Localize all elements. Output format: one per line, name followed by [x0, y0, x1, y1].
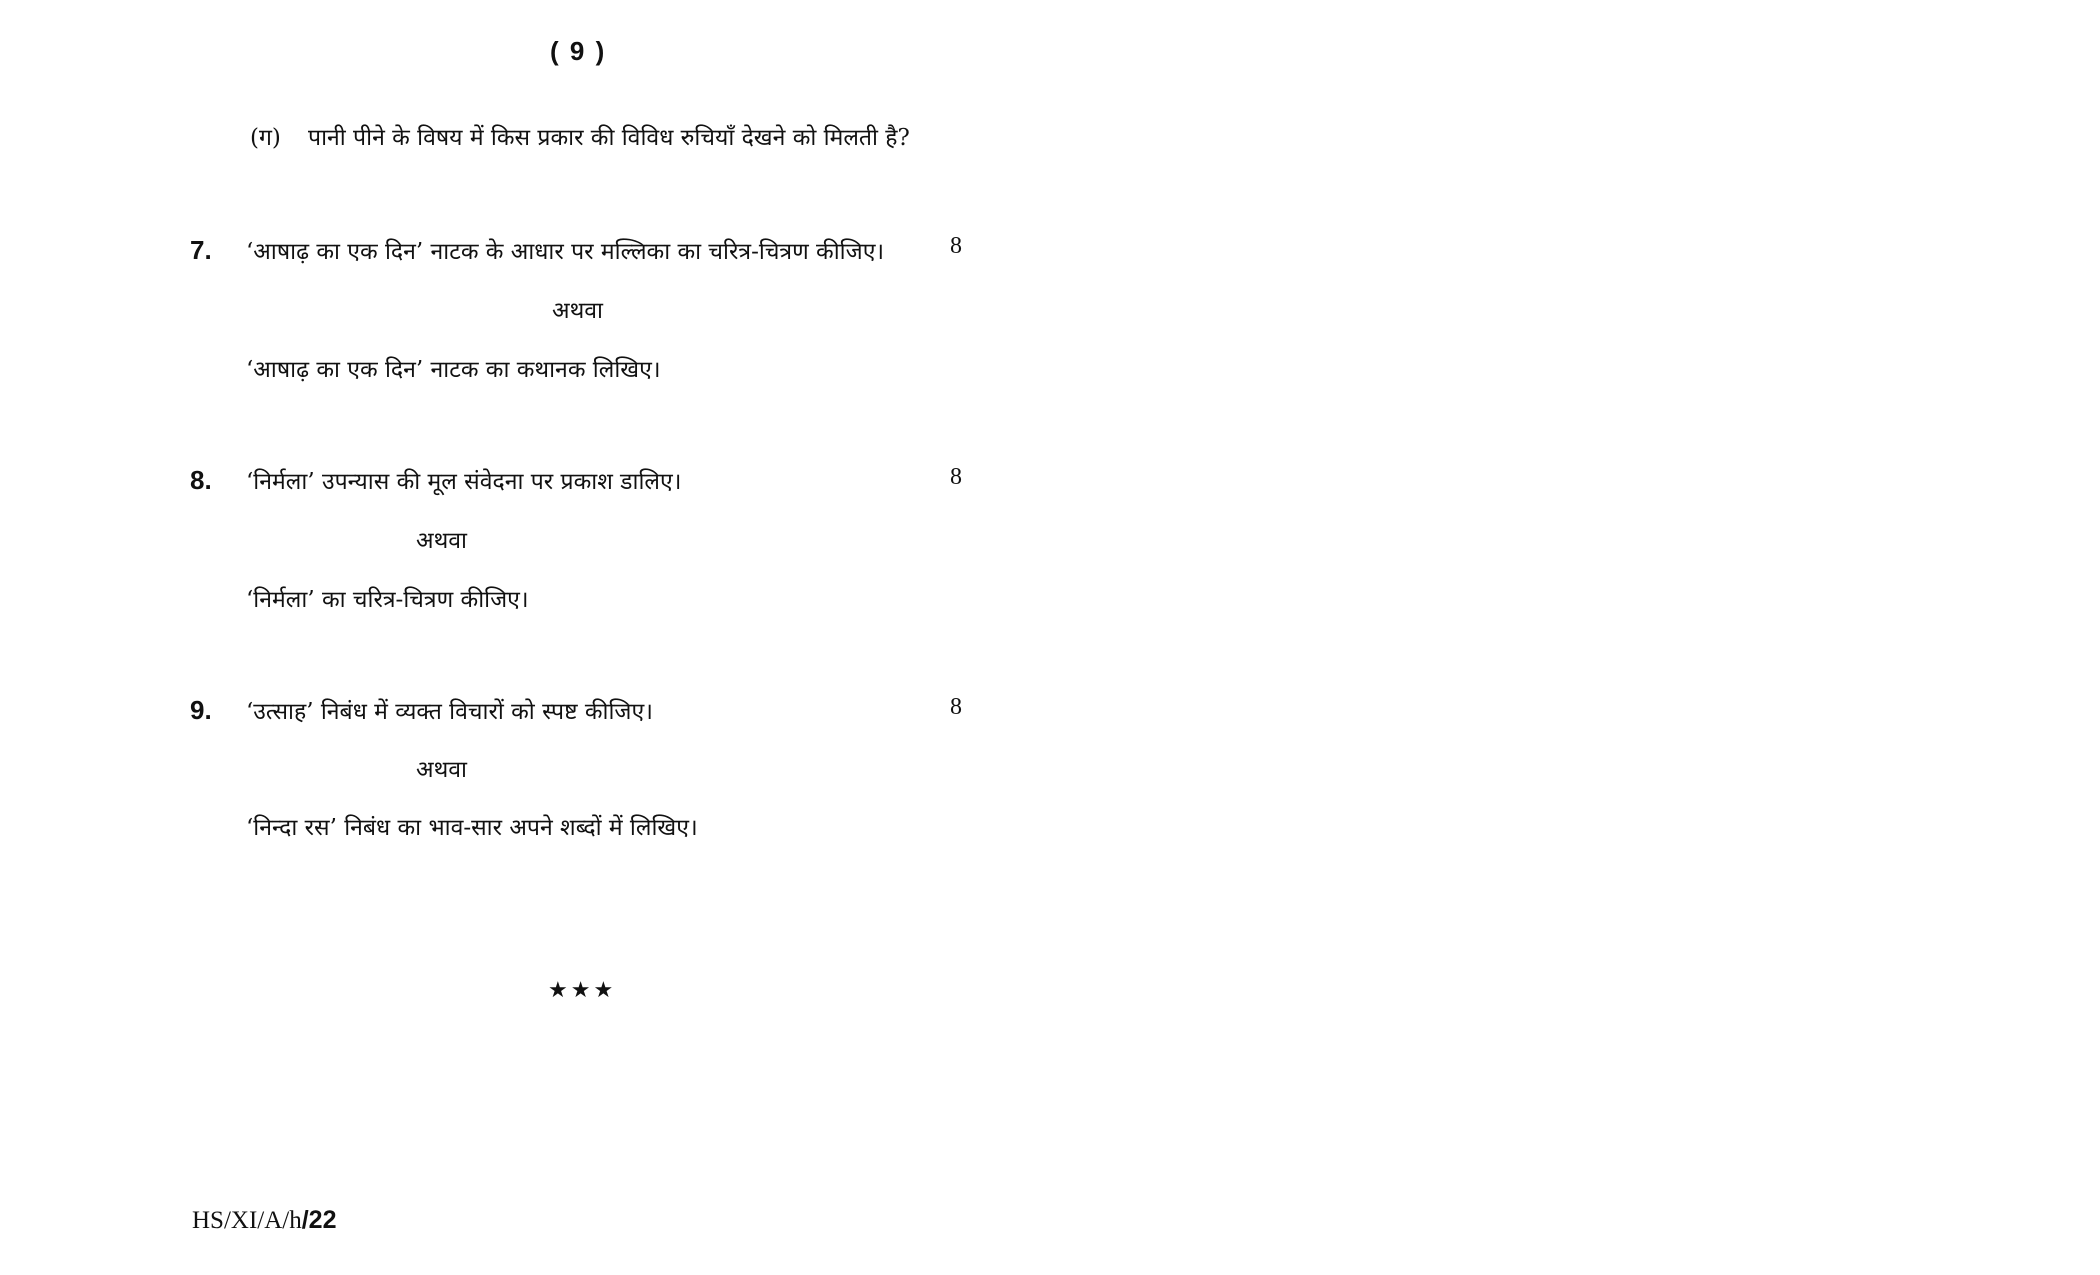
- question-number: 8.: [190, 465, 212, 495]
- question-marks: 8: [950, 233, 962, 259]
- paper-code-suffix: /22: [301, 1206, 337, 1234]
- question-marks: 8: [950, 694, 962, 720]
- question-number: 7.: [190, 235, 212, 265]
- alternative-question-text: ‘आषाढ़ का एक दिन’ नाटक का कथानक लिखिए।: [246, 357, 661, 383]
- alternative-question-text: ‘निन्दा रस’ निबंध का भाव-सार अपने शब्दों में लिखिए।: [246, 815, 698, 841]
- paper-code: HS/XI/A/h: [192, 1207, 302, 1234]
- page-number: ( 9 ): [550, 36, 607, 66]
- question-text: ‘आषाढ़ का एक दिन’ नाटक के आधार पर मल्लिका का चरित्र-चित्रण कीजिए।: [246, 239, 885, 265]
- or-label: अथवा: [416, 528, 468, 554]
- question-text: ‘निर्मला’ उपन्यास की मूल संवेदना पर प्रकाश डालिए।: [246, 469, 682, 495]
- sub-question-label: (ग): [250, 125, 281, 151]
- or-label: अथवा: [552, 298, 604, 324]
- alternative-question-text: ‘निर्मला’ का चरित्र-चित्रण कीजिए।: [246, 587, 529, 613]
- question-number: 9.: [190, 695, 212, 725]
- paper-code-footer: [192, 1206, 337, 1235]
- end-of-paper-stars: ★★★: [548, 978, 617, 1003]
- question-marks: 8: [950, 464, 962, 490]
- sub-question-text: पानी पीने के विषय में किस प्रकार की विविध रुचियाँ देखने को मिलती है?: [308, 125, 910, 151]
- or-label: अथवा: [416, 757, 468, 783]
- question-text: ‘उत्साह’ निबंध में व्यक्त विचारों को स्पष्ट कीजिए।: [246, 699, 653, 725]
